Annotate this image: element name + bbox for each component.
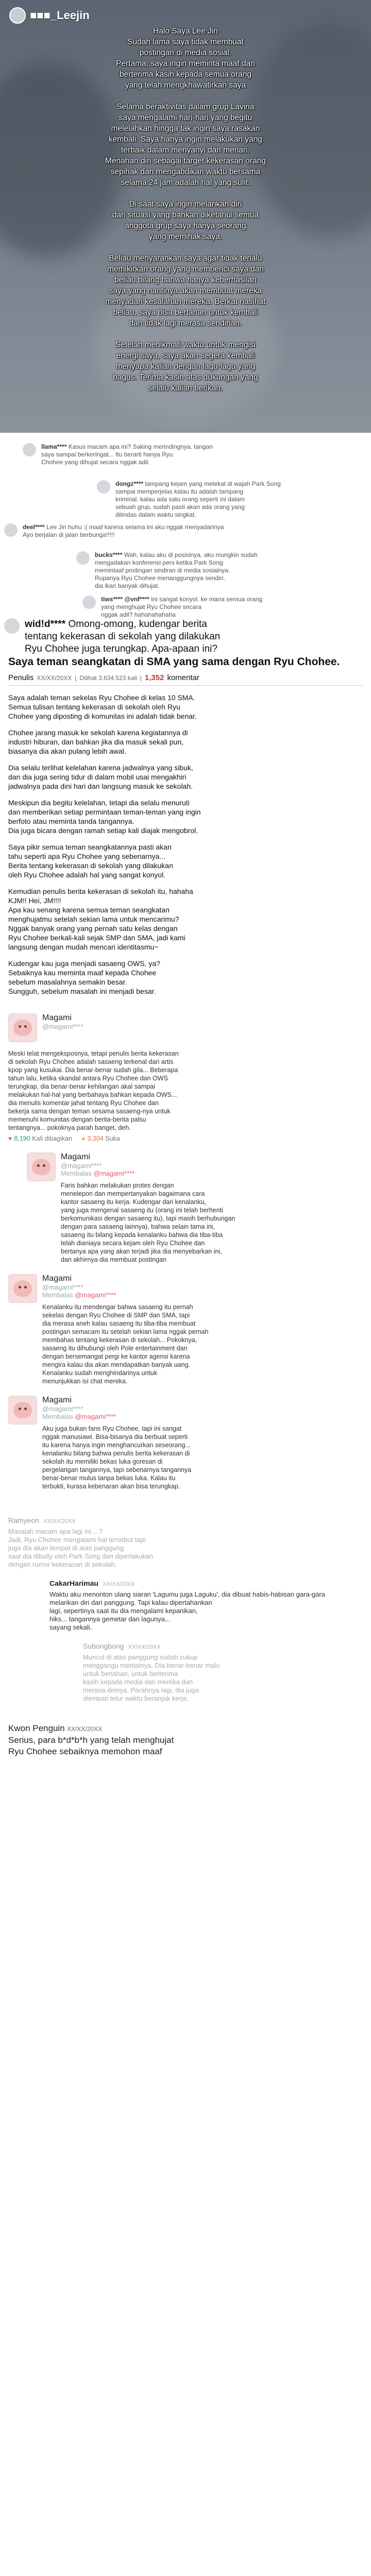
comment-thread	[8, 1008, 363, 1496]
post-paragraph: Selama beraktivitas dalam grup Lavina saya mengalami hari-hari yang begitu melelahkan hingga tak ingin saya rasakan kembali. Saya hanya ingin melakukan yang terbaik dalam menyanyi dan menari. Menahan diri sebagai target kekerasan orang sepihak dan mengabdikan waktu bersama selama 24 jam adalah hal yang sulit.	[105, 103, 266, 187]
comment-handle: @magami****	[42, 1283, 83, 1291]
reply-text: tampang kejam yang melekat di wajah Park Song sampai memperjelas kalau itu adalah tampang kriminal. kalau ada satu orang seperti ini dalam sebuah grup, sudah pasti akan ada orang yang ditindas dalam waktu singkat.	[115, 480, 281, 518]
avatar	[27, 1153, 56, 1181]
article-paragraph: Saya adalah teman sekelas Ryu Chohee di kelas 10 SMA. Semua tulisan tentang kekerasan di sekolah oleh Ryu Chohee yang diposting di komunitas ini adalah tidak benar.	[8, 693, 197, 720]
reply-to: Membalas @magami****	[42, 1413, 116, 1420]
avatar	[4, 618, 20, 634]
reply-list	[0, 433, 371, 654]
reply-to: Membalas @magami****	[61, 1170, 135, 1177]
reply-user[interactable]: wid!d****	[25, 619, 66, 630]
reply-user[interactable]: dongz****	[115, 480, 143, 487]
avatar	[8, 1274, 37, 1303]
post-paragraph: Halo Saya Lee Jin Sudah lama saya tidak membuat postingan di media sosial. Pertama, saya ingin meminta maaf dan berterima kasih kepada semua orang yang telah mengkhawatirkan saya	[116, 27, 255, 90]
avatar	[8, 1013, 37, 1042]
reply-text: Ini sangat konyol. ke mana semua orang yang menghujat Ryu Chohee secara nggak adil? hahahahahaha	[101, 596, 263, 618]
comment-name[interactable]: Magami	[42, 1396, 72, 1404]
comment-reply[interactable]	[8, 1391, 363, 1496]
post-author[interactable]	[9, 7, 90, 24]
article-body	[8, 693, 363, 996]
avatar	[9, 7, 26, 24]
comment-item[interactable]	[8, 1008, 363, 1047]
article-meta: Penulis XX/XX/20XX | Dilihat 3.634.523 kali | 1,352 komentar	[8, 673, 363, 686]
comment-item[interactable]	[8, 1637, 363, 1708]
reply-user[interactable]: tiws**** @vnf****	[101, 596, 149, 603]
comment-reply[interactable]	[8, 1147, 363, 1269]
reply-to: Membalas @magami****	[42, 1291, 116, 1299]
comment-handle: @magami****	[42, 1023, 83, 1030]
article-title: Saya teman seangkatan di SMA yang sama dengan Ryu Chohee.	[8, 656, 340, 668]
avatar	[82, 596, 96, 609]
reply-text: Lee Jin huhu :( maaf karena selama ini aku nggak menyadarinya Ayo berjalan di jalan berbunga!!!!!	[23, 523, 224, 538]
comment-name[interactable]: Magami	[61, 1153, 90, 1161]
avatar	[97, 480, 110, 494]
post-paragraph: Setelah menikmati waktu untuk mengisi energi saya, saya akan segera kembali menyapa kalian dengan lagu-lagu yang bagus. Terima kasih atas dukungan yang selalu kalian berikan.	[113, 341, 258, 393]
comment-item[interactable]	[8, 1574, 363, 1637]
post-paragraph: Di saat saya ingin melarikan diri dari situasi yang bahkan diketahui semua anggota grup saya hanya seorang yang memihak saya.	[112, 200, 259, 241]
comment-text: Masalah macam apa lagi ini....? Jadi, Ryu Chohee mengalami hal tersebut tapi juga dia akan tempat di atas panggung saat dia dibully oleh Park Song dan diperlakukan dengan rumor kekerasan di sekolah.	[8, 1528, 154, 1568]
article-date: XX/XX/20XX	[37, 674, 72, 682]
reply-user[interactable]: bucks****	[95, 551, 123, 558]
more-comments	[8, 1511, 363, 1708]
comment-item[interactable]	[8, 1511, 363, 1574]
reply-item[interactable]	[76, 551, 344, 590]
post-image	[0, 0, 371, 433]
comment-text: Waktu aku menonton ulang siaran 'Lagumu juga Laguku', dia dibuat habis-habisan gara-gara melarikan diri dari panggung. Tapi kalau dipertahankan lagi, sepertinya saat itu dia mengalami kepanikan, hiks... tangannya gemetar dan lagunya... sayang sekali.	[49, 1590, 325, 1631]
reply-user[interactable]: llama****	[41, 443, 67, 450]
comment-handle: @magami****	[42, 1405, 83, 1413]
reply-item[interactable]	[4, 618, 334, 655]
comment-date: XX/XX/20XX	[43, 1518, 76, 1524]
article-views: Dilihat 3.634.523 kali	[79, 674, 137, 682]
reply-text: Wah, kalau aku di posisinya, aku mungkin sudah mengadakan konferensi pers ketika Park Song memintaaf postingan sindiran di media sosialnya. Rupanya Ryu Chohee menanggungnya sendiri. dia ikan banyak dihujat.	[95, 551, 258, 589]
avatar	[8, 1396, 37, 1425]
avatar	[23, 443, 36, 456]
article	[0, 649, 371, 996]
reply-item[interactable]	[4, 523, 272, 539]
comment-name[interactable]: Magami	[42, 1013, 72, 1022]
reply-item[interactable]	[82, 596, 325, 619]
article-paragraph: Saya pikir semua teman seangkatannya pasti akan tahu seperti apa Ryu Chohee yang sebenarnya... Berita tentang kekerasan di sekolah yang dilakukan oleh Ryu Chohee adalah hal yang sangat konyol.	[8, 843, 173, 879]
comment-handle: @magami****	[61, 1162, 102, 1170]
comments-count[interactable]: 1,352	[144, 673, 164, 682]
article-paragraph: Kudengar kau juga menjadi sasaeng OWS, ya? Sebaiknya kau meminta maaf kepada Chohee sebelum masalahnya semakin besar. Sungguh, sebelum masalah ini menjadi besar.	[8, 959, 160, 995]
like-count[interactable]: ● 3,304 Suka	[81, 1135, 120, 1142]
heart-icon: ♥	[8, 1135, 12, 1142]
share-count[interactable]: ♥ 8,190 Kali dibagikan	[8, 1135, 73, 1142]
comment-text: Meski telat mengeksposnya, tetapi penulis berita kekerasan di sekolah Ryu Chohee adalah sasaeng terkenal dari artis kpop yang kusukai. Dia benar-benar sudah gila... Beberapa tahun lalu, ketika skandal antara Ryu Chohee dan OWS terungkap, dia benar-benar kehilangan akal sampai melakukan hal-hal yang berbahaya bahkan kepada OWS... dia menulis komentar jahat tentang Ryu Chohee dan bekerja sama dengan teman sesama sasaeng-nya untuk memenuhi komunitas dengan berita-berita palsu tentangnya... pokoknya parah banget, deh.	[8, 1050, 179, 1131]
comment-stats-row	[8, 1132, 363, 1147]
comment-reply[interactable]	[8, 1269, 363, 1391]
post-message	[41, 26, 330, 404]
comment-date: XX/XX/20XX	[67, 1725, 103, 1733]
article-paragraph: Chohee jarang masuk ke sekolah karena kegiatannya di industri hiburan, dan bahkan jika dia masuk sekali pun, biasanya dia akan pulang lebih awal.	[8, 728, 188, 755]
comment-text: Faris bahkan melakukan protes dengan menelepon dan mempertanyakan bagaimana cara kantor sasaeng itu kerja. Kudengar dari kenalanku, yang juga mengenal sasaeng itu (orang ini telah berhenti berkomunikasi dengan sasaeng itu), tapi masih berhubungan dengan para sasaeng lainnya), bahwa selain tama ini, sasaeng itu bilang kepada kenalanku bahwa dia tiba-tiba telah dianiaya secara kejam oleh Ryu Chohee dan bertanya apa yang akan terjadi jika dia menyebarkan ini, dan akhirnya dia membuat postingan	[61, 1182, 235, 1263]
comments-label: komentar	[167, 673, 199, 682]
comment-date: XX/XX/20XX	[128, 1644, 161, 1650]
comment-item[interactable]	[8, 1723, 363, 1768]
comment-name[interactable]: Magami	[42, 1274, 72, 1283]
article-paragraph: Dia selalu terlihat kelelahan karena jadwalnya yang sibuk, dan dia juga sering tidur di dalam mobil usai mengakhiri jadwalnya pada dini hari dan langsung masuk ke sekolah.	[8, 764, 193, 790]
reply-user[interactable]: deel****	[23, 523, 45, 531]
reply-text: Omong-omong, kudengar berita tentang kekerasan di sekolah yang dilakukan Ryu Chohee juga terungkap. Apa-apaan ini?	[25, 619, 221, 654]
avatar	[76, 551, 90, 565]
comment-text: Muncul di atas panggung sudah cukup menggangu mentalnya. Dia benar-benar malu untuk bertahan, untuk berterima kasih kepada media dari mereka dan merasa dirinya. Parahnya lagi, dia juga diempati telur waktu beranjak kerja.	[83, 1653, 220, 1702]
reply-item[interactable]	[97, 480, 355, 519]
reply-item[interactable]	[23, 443, 311, 466]
comment-text: Serius, para b*d*b*h yang telah menghujat Ryu Chohee sebaiknya memohon maaf	[8, 1735, 174, 1756]
comment-name[interactable]: Kwon Penguin	[8, 1723, 65, 1733]
reply-text: Kasus macam apa ini? Saking merindingnya, tangan saya sampai berkeringat... Itu berarti hanya Ryu Chohee yang dihujat secara nggak adil.	[41, 443, 213, 466]
comment-bubble-icon: ●	[81, 1135, 86, 1142]
comment-stats	[8, 1135, 120, 1142]
article-paragraph: Kemudian penulis berita kekerasan di sekolah itu, hahaha KJM!! Hei, JM!!!! Apa kau senang karena semua teman seangkatan menghujatmu setelah sekian lama untuk mencarimu? Nggak banyak orang yang pernah satu kelas dengan Ryu Chohee berkali-kali sejak SMP dan SMA, jadi kami langsung dengan mudah mencari identitasmu~	[8, 887, 193, 951]
author-label: Penulis	[8, 673, 34, 682]
comment-name[interactable]: CakarHarimau	[49, 1579, 98, 1587]
comment-name[interactable]: Subongbong	[83, 1642, 124, 1650]
article-paragraph: Meskipun dia begitu kelelahan, tetapi dia selalu menuruti dan memberikan setiap permintaan teman-teman yang ingin berfoto atau meminta tanda tangannya. Dia juga bicara dengan ramah setiap kali diajak mengobrol.	[8, 799, 201, 835]
comment-text: Kenalanku itu mendengar bahwa sasaeng itu pernah sekelas dengan Ryu Chohee di SMP dan SMA, tapi dia merasa aneh kalau sasaeng itu tiba-tiba membuat postingan semacam itu setelah sekian lama nggak pernah membahas tentang kekerasan di sekolah... Pokoknya, sasaeng itu dihubungi oleh Pole entertainment dan dengan bersemangat pergi ke kantor agensi karena mengira kalau dia akan mendapatkan banyak uang. Kenalanku sudah menghindarinya untuk menunjukkan isi chat mereka.	[42, 1303, 209, 1385]
comment-text: Aku juga bukan fans Ryu Chohee, tapi ini sangat nggak manusiawi. Bisa-bisanya dia berbuat seperti itu karena hanya ingin menghancurkan seseorang... kenalanku bilang bahwa penulis berita kekerasan di sekolah itu memiliki bekas luka goresan di pergelangan tangannya, tapi sebenarnya tangannya benar-benar mulus tanpa bekas luka. Kalau itu terbukti, kurasa kebenaran akan bisa terungkap.	[42, 1425, 192, 1490]
post-author-handle: ■■■_Leejin	[30, 9, 90, 22]
comment-date: XX/XX/20XX	[103, 1581, 135, 1587]
avatar	[4, 523, 18, 537]
post-paragraph: Beliau menyarankan saya agar tidak terlalu memikirkan orang yang membenci saya dan beliau bilang bahwa hanya keberhasilan saya yang nantinya akan membuat mereka menyadari kesalahan mereka. Berkat nasihat beliau, saya bisa bertahan untuk kembali dan tidak lagi merasa sendirian.	[105, 254, 266, 328]
comment-name[interactable]: Ramyeon	[8, 1516, 39, 1524]
